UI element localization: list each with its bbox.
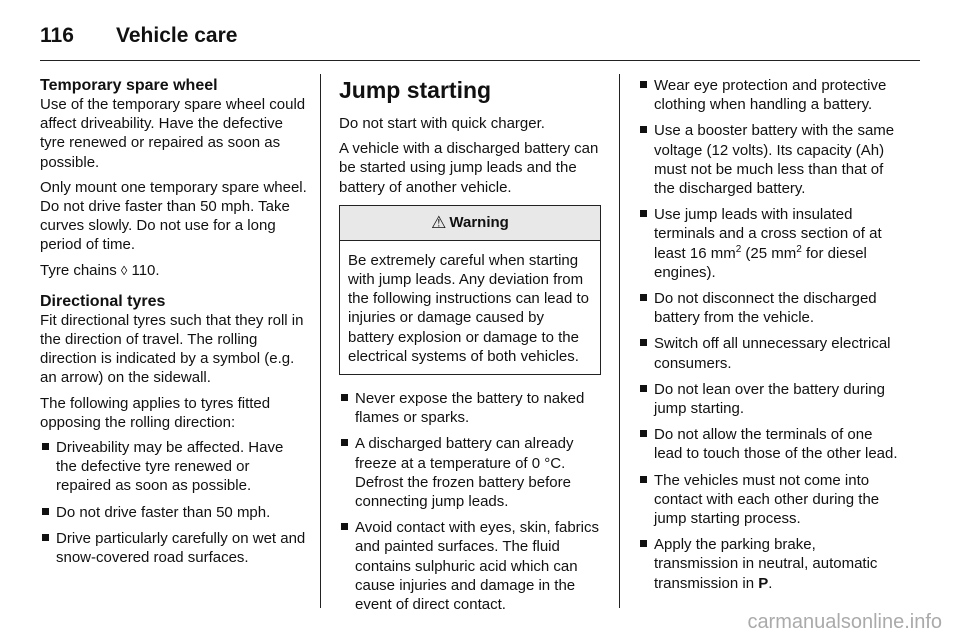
list-item: Avoid contact with eyes, skin, fabrics and painted surfaces. The fluid contains sulphuric acid which can cause injuries and damage in the event of direct contact.	[339, 518, 601, 614]
list-item: A discharged battery can already freeze at a temperature of 0 °C. Defrost the frozen battery before connecting jump leads.	[339, 434, 601, 511]
warning-box	[339, 205, 601, 375]
header-divider	[40, 60, 920, 61]
column-divider-1	[320, 74, 321, 608]
list-item: Do not lean over the battery during jump starting.	[638, 380, 902, 418]
page-number: 116	[40, 24, 74, 47]
warning-header	[340, 206, 600, 241]
list-item: Do not allow the terminals of one lead to touch those of the other lead.	[638, 425, 902, 463]
list-item: Switch off all unnecessary electrical consumers.	[638, 334, 902, 372]
list-item: Apply the parking brake, transmission in neutral, automatic transmission in P.	[638, 535, 902, 593]
jump-starting-paragraph-1: Do not start with quick charger.	[339, 115, 545, 132]
jump-starting-list-continued	[638, 76, 902, 593]
spare-wheel-paragraph-1: Use of the temporary spare wheel could affect driveability. Have the defective tyre renewed or repaired as soon as possible.	[40, 96, 306, 171]
jump-starting-list	[339, 389, 601, 614]
warning-text: Be extremely careful when starting with jump leads. Any deviation from the following instructions can lead to injuries or damage caused by battery explosion or damage to the electrical systems of both vehicles.	[348, 251, 589, 365]
spare-wheel-heading: Temporary spare wheel	[40, 77, 218, 94]
column-left	[40, 76, 308, 574]
page-reference-icon: ◊	[120, 262, 128, 278]
directional-tyres-list	[40, 438, 308, 567]
list-item: Do not disconnect the discharged battery from the vehicle.	[638, 289, 902, 327]
column-right	[638, 76, 902, 600]
warning-triangle-icon: ⚠	[431, 213, 447, 233]
tyre-chains-page-link[interactable]: 110.	[131, 261, 160, 279]
list-item: Never expose the battery to naked flames or sparks.	[339, 389, 601, 427]
list-item: The vehicles must not come into contact with each other during the jump starting process.	[638, 471, 902, 529]
column-divider-2	[619, 74, 620, 608]
list-item: Use a booster battery with the same voltage (12 volts). Its capacity (Ah) must not be much less than that of the discharged battery.	[638, 121, 902, 198]
list-item: Driveability may be affected. Have the defective tyre renewed or repaired as soon as possible.	[40, 438, 308, 496]
tyre-chains-text: Tyre chains	[40, 261, 117, 279]
warning-label: Warning	[449, 214, 509, 232]
page-header	[40, 18, 920, 54]
watermark: carmanualsonline.info	[747, 611, 942, 633]
jump-starting-paragraph-2: A vehicle with a discharged battery can be started using jump leads and the battery of another vehicle.	[339, 140, 599, 196]
tyre-chains-reference	[40, 261, 308, 280]
page-title: Vehicle care	[116, 24, 238, 47]
spare-wheel-paragraph-2: Only mount one temporary spare wheel. Do not drive faster than 50 mph. Take curves slowly. Do not use for a long period of time.	[40, 178, 307, 254]
list-item: Wear eye protection and protective clothing when handling a battery.	[638, 76, 902, 114]
list-item: Do not drive faster than 50 mph.	[40, 503, 308, 522]
jump-starting-heading: Jump starting	[339, 77, 492, 103]
directional-tyres-heading: Directional tyres	[40, 292, 166, 310]
column-middle	[339, 76, 601, 621]
list-item: Use jump leads with insulated terminals and a cross section of at least 16 $mm^2$ (25 $mm^2$ for diesel engines).	[638, 205, 902, 282]
list-item: Drive particularly carefully on wet and snow-covered road surfaces.	[40, 529, 308, 567]
directional-tyres-paragraph-1: Fit directional tyres such that they roll in the direction of travel. The rolling direction is indicated by a symbol (e.g. an arrow) on the sidewall.	[40, 311, 304, 387]
directional-tyres-paragraph-2: The following applies to tyres fitted opposing the rolling direction:	[40, 394, 271, 431]
